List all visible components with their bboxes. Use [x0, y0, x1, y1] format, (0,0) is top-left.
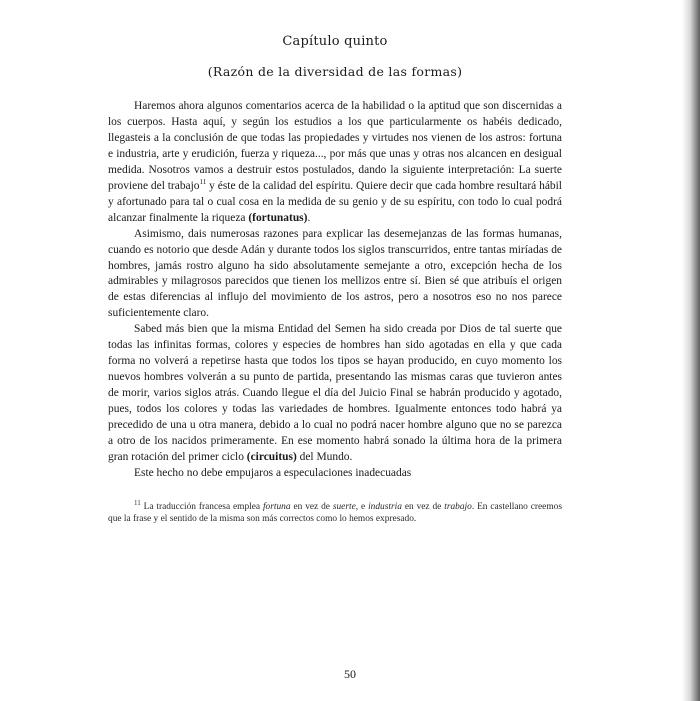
bold-term: (fortunatus)	[248, 211, 308, 224]
footnote-text: en vez de	[290, 501, 333, 512]
paragraph	[108, 227, 562, 323]
paragraph	[108, 322, 562, 466]
paragraph-text: Asimismo, dais numerosas razones para explicar las desemejanzas de las formas humanas, cuando es notorio que desde Adán y durante todos los siglos transcurridos, entre tantas miríadas de hombres, jamás rostro alguno ha sido absolutamente semejante a otro, excepción hecha de los admirables y milagrosos parecidos que tienen los mellizos entre sí. Bien sé que atribuís el origen de estas diferencias al influjo del movimiento de los astros, pero a nosotros eso no nos parece suficientemente claro.	[108, 227, 562, 320]
bold-term: (circuitus)	[246, 450, 297, 463]
footnote	[108, 498, 562, 526]
chapter-subtitle: (Razón de la diversidad de las formas)	[207, 64, 463, 79]
paragraph-text: Sabed más bien que la misma Entidad del Semen ha sido creada por Dios de tal suerte que todas las infinitas formas, colores y especies de hombres han sido agotadas en ella y que cada forma no volverá a repetirse hasta que todos los tipos se hayan producido, en cuyo momento los nuevos hombres volverán a su punto de partida, presentando las mismas caras que tuvieron antes de morir, varios siglos atrás. Cuando llegue el día del Juicio Final se habrán producido y agotado, pues, todos los colores y todas las variedades de hombres. Igualmente entonces todo habrá ya precedido de una u otra manera, debido a lo cual no podrá nacer hombre alguno que no se parezca a otro de los nacidos primeramente. En ese momento habrá sonado la última hora de la primera gran rotación del primer ciclo	[108, 323, 562, 463]
paragraph-text: del Mundo.	[296, 450, 353, 463]
paragraph-text: .	[307, 211, 311, 224]
paragraph	[108, 466, 562, 482]
page-number: 50	[344, 667, 356, 681]
chapter-title: Capítulo quinto	[282, 34, 388, 49]
paragraph-text: Haremos ahora algunos comentarios acerca de la habilidad o la aptitud que son discernidas a los cuerpos. Hasta aquí, y según los estudios a los que particularmente os habéis dedicado, llegasteis a la conclusión de que todas las propiedades y virtudes nos vienen de los astros: fortuna e industria, arte y erudición, fuerza y riqueza..., por más que unas y otras nos alcancen en desigual medida. Nosotros vamos a destruir estos postulados, dando la siguiente interpretación: La suerte proviene del trabajo	[108, 100, 562, 192]
footnote-text: . En castellano creemos que la frase y el sentido de la misma son más correctos como lo hemos expresado.	[108, 501, 562, 525]
paragraph-text: y éste de la calidad del espíritu. Quiere decir que cada hombre resultará hábil y afortunado para tal o cual cosa en la medida de su genio y de su espíritu, con todo lo cual podrá alcanzar finalmente la riqueza	[108, 179, 562, 224]
footnote-italic: fortuna	[262, 501, 291, 512]
text-block	[108, 34, 562, 525]
page-edge-shadow	[682, 0, 700, 701]
footnote-italic: trabajo	[444, 501, 472, 512]
footnote-text: en vez de	[401, 501, 445, 512]
footnote-text: , e	[355, 501, 369, 512]
footnote-ref: 11	[199, 177, 207, 186]
footnote-italic: suerte	[332, 501, 356, 512]
footnote-number: 11	[134, 498, 141, 507]
paragraph-text: Este hecho no debe empujaros a especulaciones inadecuadas	[134, 466, 412, 479]
footnote-italic: industria	[368, 501, 402, 512]
footnote-text: La traducción francesa emplea	[140, 501, 263, 512]
paragraph	[108, 99, 562, 227]
